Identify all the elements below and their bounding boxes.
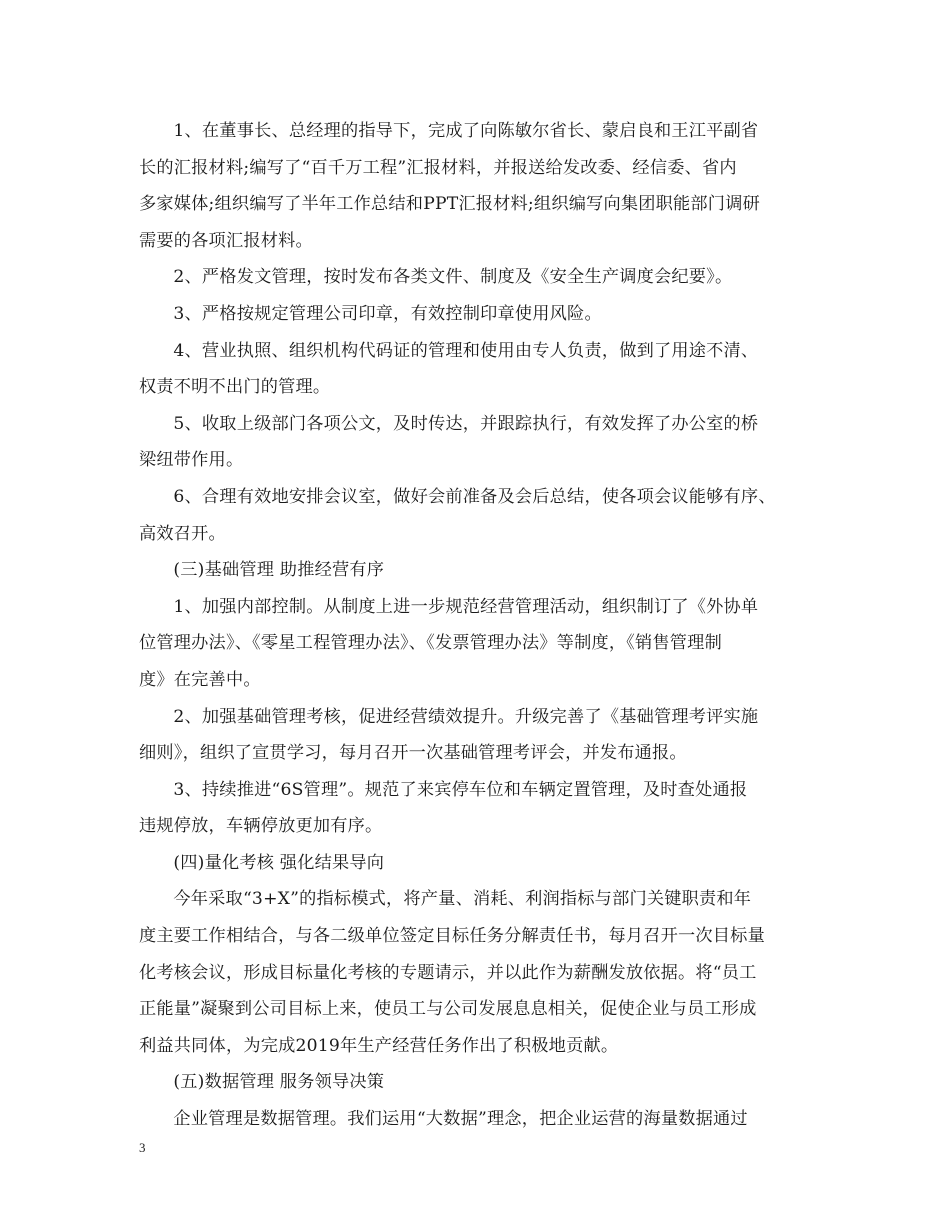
text-line: 5、收取上级部门各项公文，及时传达，并跟踪执行，有效发挥了办公室的桥 [173,413,759,434]
text-line: 需要的各项汇报材料。 [139,230,313,251]
paragraph [139,406,819,479]
document-body [139,113,819,1138]
text-line: 梁纽带作用。 [139,450,244,471]
paragraph [139,699,819,772]
text-line: 度主要工作相结合，与各二级单位签定目标任务分解责任书，每月召开一次目标量 [139,926,765,947]
paragraph [139,772,819,845]
text-line: 度》在完善中。 [139,669,261,690]
text-line: (五)数据管理 服务领导决策 [173,1072,385,1093]
text-line: 化考核会议，形成目标量化考核的专题请示，并以此作为薪酬发放依据。将“员工 [139,962,757,983]
text-line: 长的汇报材料;编写了“百千万工程”汇报材料，并报送给发改委、经信委、省内 [139,157,737,178]
text-line: 多家媒体;组织编写了半年工作总结和PPT汇报材料;组织编写向集团职能部门调研 [139,194,760,215]
paragraph [139,259,819,296]
text-line: 权责不明不出门的管理。 [139,377,331,398]
text-line: 高效召开。 [139,523,226,544]
paragraph [139,1064,819,1101]
text-line: 3、严格按规定管理公司印章，有效控制印章使用风险。 [173,303,602,324]
page-number: 3 [139,1140,146,1155]
text-line: 细则》，组织了宣贯学习，每月召开一次基础管理考评会，并发布通报。 [139,743,687,764]
text-line: (四)量化考核 强化结果导向 [173,852,385,873]
text-line: 3、持续推进“6S管理”。规范了来宾停车位和车辆定置管理，及时查处通报 [173,779,748,800]
text-line: 1、在董事长、总经理的指导下，完成了向陈敏尔省长、蒙启良和王江平副省 [173,121,759,141]
text-line: 违规停放，车辆停放更加有序。 [139,816,383,837]
paragraph [139,113,819,259]
paragraph [139,589,819,699]
text-line: 利益共同体，为完成2019年生产经营任务作出了积极地贡献。 [139,1035,619,1056]
text-line: 正能量”凝聚到公司目标上来，使员工与公司发展息息相关，促使企业与员工形成 [139,999,757,1020]
paragraph [139,881,819,1064]
text-line: 企业管理是数据管理。我们运用“大数据”理念，把企业运营的海量数据通过 [173,1109,748,1130]
text-line: 今年采取“3+X”的指标模式，将产量、消耗、利润指标与部门关键职责和年 [173,889,752,910]
paragraph [139,1101,819,1138]
text-line: 1、加强内部控制。从制度上进一步规范经营管理活动，组织制订了《外协单 [173,596,759,617]
text-line: 4、营业执照、组织机构代码证的管理和使用由专人负责，做到了用途不清、 [173,340,759,361]
paragraph [139,845,819,882]
text-line: (三)基础管理 助推经营有序 [173,560,385,581]
paragraph [139,333,819,406]
text-line: 2、加强基础管理考核，促进经营绩效提升。升级完善了《基础管理考评实施 [173,706,759,727]
paragraph [139,296,819,333]
text-line: 6、合理有效地安排会议室，做好会前准备及会后总结，使各项会议能够有序、 [173,486,776,507]
paragraph [139,552,819,589]
text-line: 2、严格发文管理，按时发布各类文件、制度及《安全生产调度会纪要》。 [173,267,733,288]
text-line: 位管理办法》、《零星工程管理办法》、《发票管理办法》等制度，《销售管理制 [139,633,722,654]
paragraph [139,479,819,552]
